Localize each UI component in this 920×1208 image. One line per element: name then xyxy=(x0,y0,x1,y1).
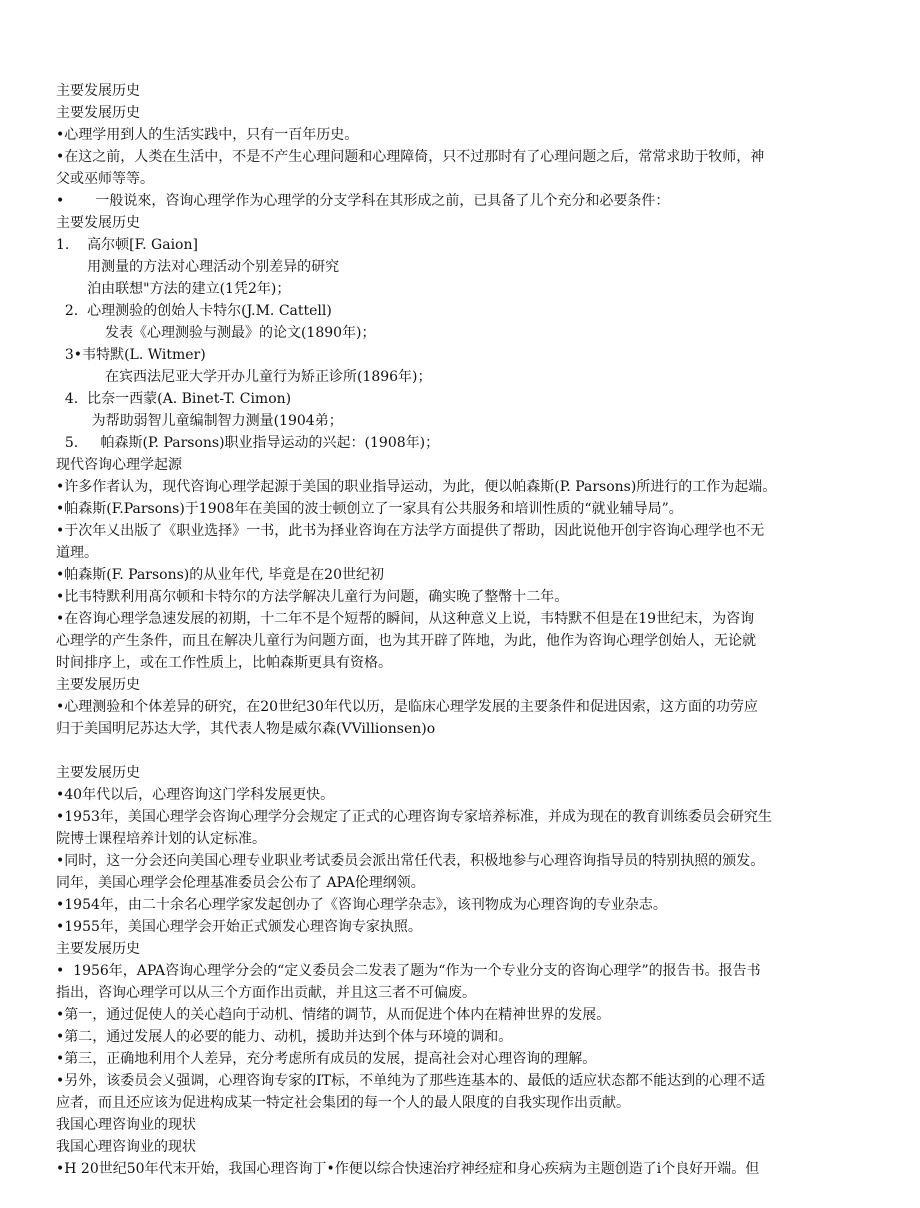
text-line: 心理学的产生条件，而且在解决儿童行为问题方面，也为其开辟了阵地，为此，他作为咨询心理学创始人，无论就 xyxy=(56,633,756,649)
text-line: 用测量的方法对心理活动个别差异的研究 xyxy=(56,259,340,275)
text-line: •在咨询心理学急速发展的初期，十二年不是个短帮的瞬间，从这种意义上说，韦特默不但是在19世纪末，为咨询 xyxy=(56,611,755,627)
text-line: •1954年，由二十余名心理学家发起创办了《咨询心理学杂志》，该刊物成为心理咨询的专业杂志。 xyxy=(56,897,667,913)
document-body xyxy=(56,80,836,1180)
text-line: 主要发展历史 xyxy=(56,765,140,781)
text-line: 2. 心理测验的创始人卡特尔(J.M. Cattell) xyxy=(56,303,332,319)
text-line: 1. 高尔顿[F. Gaion] xyxy=(56,237,198,253)
text-line: 道理。 xyxy=(56,545,98,561)
text-line: •H 20世纪50年代末开始，我国心理咨询丁•作便以综合快速治疗神经症和身心疾病为主题创造了i个良好开端。但 xyxy=(56,1161,760,1177)
text-line: 归于美国明尼苏达大学，其代表人物是威尔森(VVillionsen)o xyxy=(56,721,436,737)
text-line: 发表《心理测验与测最》的论文(1890年)； xyxy=(56,325,376,341)
text-line: •1955年，美国心理学会开始正式颁发心理咨询专家执照。 xyxy=(56,919,422,935)
text-line: •于次年乂出版了《职业选择》一书，此书为择业咨询在方法学方面提供了帮助，因此说他开创宇咨询心理学也不无 xyxy=(56,523,765,539)
text-line: •心理测验和个体差异的研究，在20世纪30年代以历，是临床心理学发展的主要条件和促进因索，这方面的功劳应 xyxy=(56,699,758,715)
text-line: •在这之前，人类在生活中，不是不产生心理问题和心理障倚，只不过那时有了心理问题之后，常常求助于牧师，神 xyxy=(56,149,765,165)
text-line: •帕森斯(F.Parsons)于1908年在美国的波士顿创立了一家具有公共服务和培训性质的“就业辅导局”。 xyxy=(56,501,683,517)
text-line: 主要发展历史 xyxy=(56,105,140,121)
text-line: 父或巫师等等。 xyxy=(56,171,154,187)
text-line: •同时，这一分会还向美国心理专业职业考试委员会派出常任代表，积极地参与心理咨询指导员的特别执照的颁发。 xyxy=(56,853,765,869)
text-line: •1953年，美国心理学会咨询心理学分会规定了正式的心理咨询专家培养标准，并成为现在的教育训练委员会研究生 xyxy=(56,809,772,825)
text-line: 应者，而且还应该为促进构成某一特定社会集团的每一个人的最人限度的自我实现作出贡献。 xyxy=(56,1095,630,1111)
text-line: 院博士课程培养计划的认定标准。 xyxy=(56,831,266,847)
text-line: 主要发展历史 xyxy=(56,83,140,99)
text-line: 我国心理咨询业的现状 xyxy=(56,1139,196,1155)
text-line: •第三，正确地利用个人差异，充分考虑所有成员的发展，提高社会对心理咨询的理解。 xyxy=(56,1051,597,1067)
text-line: 3•韦特默(L. Witmer) xyxy=(56,347,206,363)
blank-line xyxy=(56,740,836,762)
text-line: 同年，美国心理学会伦理基准委员会公布了 APA伦理纲领。 xyxy=(56,875,425,891)
text-line: •40年代以后，心理咨询这门学科发展更快。 xyxy=(56,787,335,803)
text-line: •心理学用到人的生活实践中，只有一百年历史。 xyxy=(56,127,359,143)
text-line: 泊由联想"方法的建立(1凭2年)； xyxy=(56,281,291,297)
text-line: • 1956年，APA咨询心理学分会的“定义委员会二发表了题为“作为一个专业分支的咨询心理学”的报告书。报告书 xyxy=(56,963,761,979)
text-line: • 一般说來，咨询心理学作为心理学的分支学科在其形成之前，已具备了儿个充分和必要条件： xyxy=(56,193,670,209)
text-line: •第一，通过促使人的关心趋向于动机、情绪的调节，从而促进个体内在精神世界的发展。 xyxy=(56,1007,611,1023)
text-line: •第二，通过发展人的必要的能力、动机，援助并达到个体与环境的调和。 xyxy=(56,1029,513,1045)
text-line: •另外，该委员会乂强调，心理咨询专家的IT标，不单纯为了那些连基本的、最低的适应状态都不能达到的心理不适 xyxy=(56,1073,766,1089)
text-line: •帕森斯(F. Parsons)的从业年代, 毕竟是在20世纪初 xyxy=(56,567,384,583)
text-line: 主要发展历史 xyxy=(56,215,140,231)
text-line: 在宾西法尼亚大学开办儿童行为矫正诊所(1896年)； xyxy=(56,369,432,385)
text-line: 5. 帕森斯(P. Parsons)职业指导运动的兴起：(1908年)； xyxy=(56,435,440,451)
text-line: 4. 比奈一西蒙(A. Binet-T. Cimon) xyxy=(56,391,292,407)
text-line: •比韦特默利用髙尔顿和卡特尔的方法学解决儿童行为问题，确实晚了整幣十二年。 xyxy=(56,589,569,605)
text-line: 主要发展历史 xyxy=(56,677,140,693)
text-line: 指出，咨询心理学可以从三个方面作出贡献，并且这三者不可偏废。 xyxy=(56,985,476,1001)
text-line: 主要发展历史 xyxy=(56,941,140,957)
text-line: 为帮助弱智儿童编制智力测量(1904弟； xyxy=(56,413,343,429)
text-line: 我国心理咨询业的现状 xyxy=(56,1117,196,1133)
text-line: 时间排序上，或在工作性质上，比帕森斯更具有资格。 xyxy=(56,655,392,671)
text-line: •许多作者认为，现代咨询心理学起源于美国的职业指导运动，为此，便以帕森斯(P. Parsons)所进行的工作为起端。 xyxy=(56,479,777,495)
text-line: 现代咨询心理学起源 xyxy=(56,457,182,473)
